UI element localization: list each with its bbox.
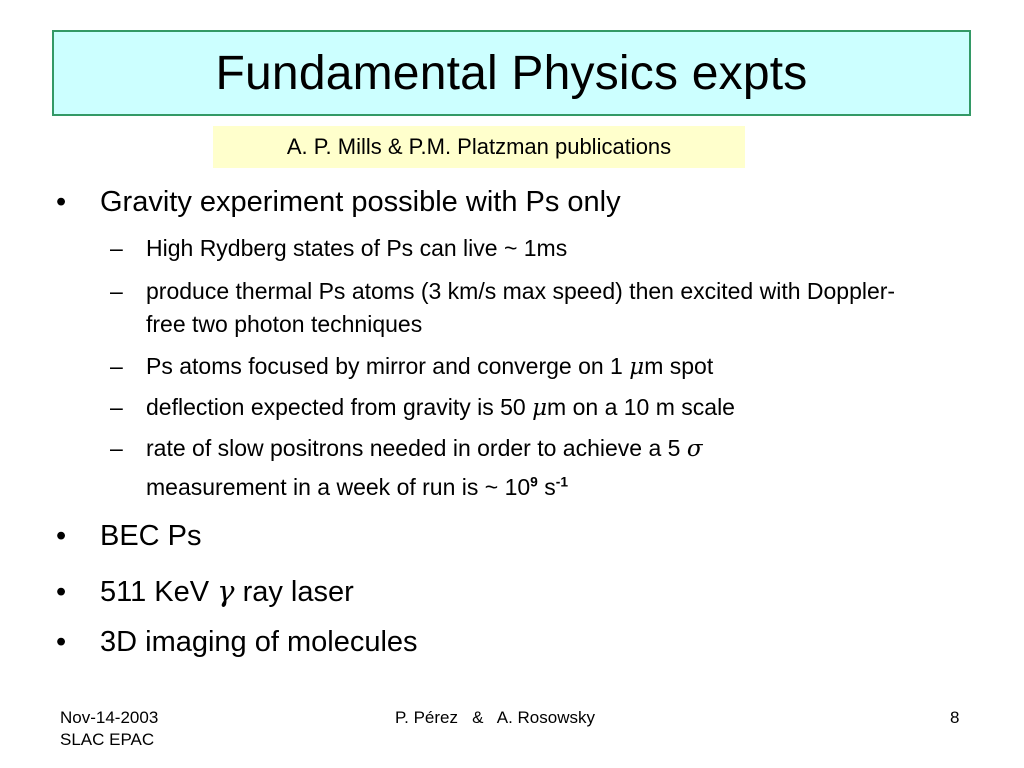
sub-bullet-item bbox=[110, 432, 906, 466]
bullet-mark: • bbox=[56, 576, 67, 608]
subtitle-box bbox=[213, 126, 745, 168]
sub-bullet-text bbox=[146, 432, 906, 466]
sub-bullet-item bbox=[110, 275, 906, 341]
dash-mark: – bbox=[110, 278, 123, 304]
bullet-item bbox=[56, 186, 621, 219]
bullet-text bbox=[100, 574, 354, 609]
sub-bullet-text: produce thermal Ps atoms (3 km/s max speed) then excited with Doppler-free two photon techniques bbox=[146, 278, 896, 337]
bullet-item bbox=[56, 626, 418, 659]
text-part: 511 KeV bbox=[100, 576, 218, 608]
sub-bullet-continuation bbox=[110, 471, 906, 504]
bullet-text: 3D imaging of molecules bbox=[100, 626, 418, 658]
page-number: 8 bbox=[950, 708, 960, 727]
text-part: m on a 10 m scale bbox=[547, 394, 735, 420]
subtitle-text: A. P. Mills & P.M. Platzman publications bbox=[286, 134, 672, 159]
mu-symbol: μ bbox=[532, 395, 548, 421]
sub-bullet-text bbox=[146, 471, 906, 504]
text-part: ray laser bbox=[234, 576, 354, 608]
footer-venue: SLAC EPAC bbox=[60, 730, 155, 749]
dash-mark: – bbox=[110, 353, 123, 379]
slide-title: Fundamental Physics expts bbox=[215, 46, 808, 100]
text-part: Ps atoms focused by mirror and converge on 1 bbox=[146, 353, 630, 379]
sub-bullet-text: High Rydberg states of Ps can live ~ 1ms bbox=[146, 235, 568, 261]
exponent: -1 bbox=[555, 474, 569, 490]
bullet-mark: • bbox=[56, 626, 67, 658]
bullet-text: Gravity experiment possible with Ps only bbox=[100, 186, 621, 218]
sub-bullet-text bbox=[146, 391, 906, 425]
mu-symbol: μ bbox=[629, 354, 645, 380]
sub-bullet-item bbox=[110, 232, 906, 265]
text-part: m spot bbox=[644, 353, 714, 379]
bullet-mark: • bbox=[56, 520, 67, 552]
footer-date: Nov-14-2003 bbox=[60, 708, 159, 727]
text-part: rate of slow positrons needed in order to achieve a 5 bbox=[146, 435, 687, 461]
exponent: 9 bbox=[530, 474, 538, 490]
footer-left bbox=[60, 707, 158, 751]
bullet-text: BEC Ps bbox=[100, 520, 202, 552]
dash-mark: – bbox=[110, 435, 123, 461]
bullet-mark: • bbox=[56, 186, 67, 218]
text-part: deflection expected from gravity is 50 bbox=[146, 394, 533, 420]
dash-mark: – bbox=[110, 235, 123, 261]
bullet-item bbox=[56, 520, 202, 553]
sub-bullet-item bbox=[110, 391, 906, 425]
dash-mark: – bbox=[110, 394, 123, 420]
sub-bullet-text bbox=[146, 350, 906, 384]
text-part: measurement in a week of run is ~ 10 bbox=[146, 474, 531, 500]
gamma-symbol: γ bbox=[217, 574, 235, 608]
text-part: s bbox=[537, 474, 556, 500]
footer-authors: P. Pérez & A. Rosowsky bbox=[395, 708, 595, 727]
sub-bullet-item bbox=[110, 350, 906, 384]
bullet-item bbox=[56, 574, 354, 609]
title-box bbox=[52, 30, 971, 116]
sigma-symbol: σ bbox=[686, 436, 703, 462]
